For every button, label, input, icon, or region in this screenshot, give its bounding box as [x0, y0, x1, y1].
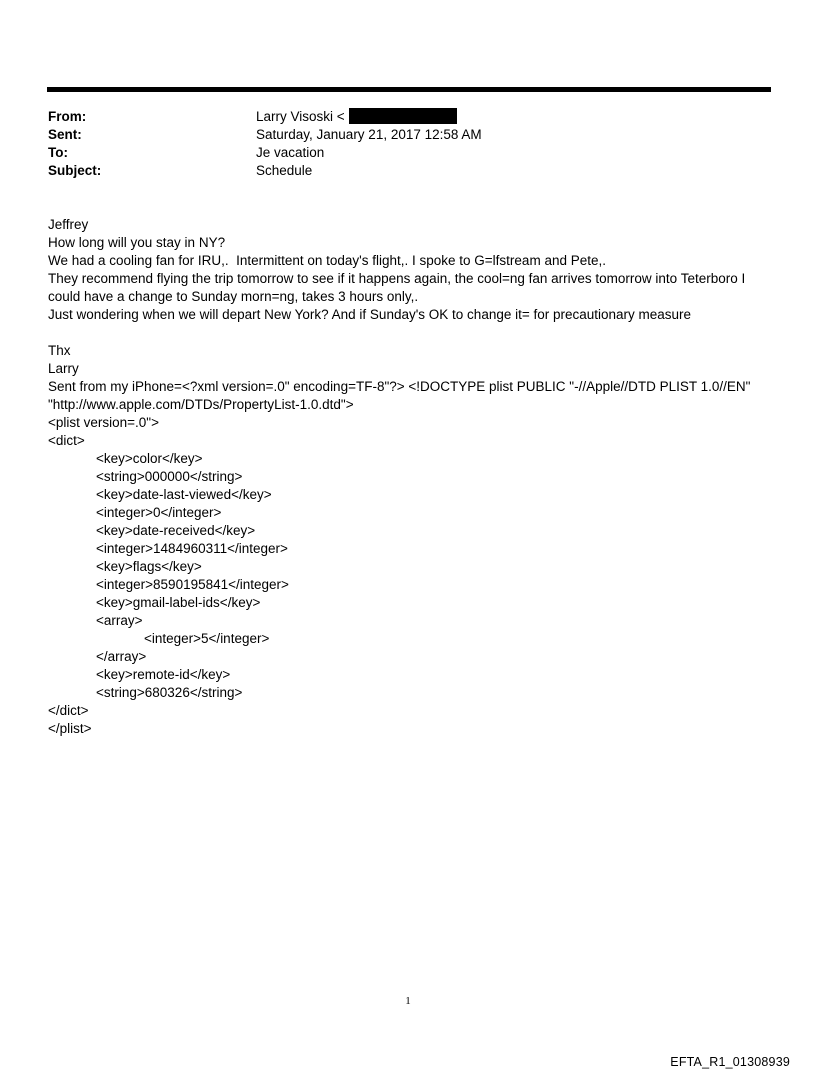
- thanks: Thx: [48, 343, 71, 358]
- document-id: EFTA_R1_01308939: [670, 1055, 790, 1069]
- plist-close: </plist>: [48, 721, 92, 736]
- from-value: [256, 108, 457, 126]
- header-rule: [47, 87, 771, 92]
- dict-close: </dict>: [48, 703, 89, 718]
- plist-key-line: <key>gmail-label-ids</key>: [96, 595, 261, 610]
- plist-key-line: <key>date-last-viewed</key>: [96, 487, 272, 502]
- greeting: Jeffrey: [48, 217, 89, 232]
- to-label: To:: [48, 145, 68, 160]
- to-value: Je vacation: [256, 145, 325, 160]
- plist-value-line: <integer>1484960311</integer>: [96, 541, 288, 556]
- plist-value-line: <string>680326</string>: [96, 685, 243, 700]
- plist-value-line: <integer>5</integer>: [144, 631, 270, 646]
- plist-key-line: <key>flags</key>: [96, 559, 202, 574]
- plist-value-line: <integer>8590195841</integer>: [96, 577, 289, 592]
- plist-key-line: <key>color</key>: [96, 451, 203, 466]
- body-line: We had a cooling fan for IRU,. Intermittent on today's flight,. I spoke to G=lfstream and Pete,.: [48, 253, 606, 268]
- body-line: They recommend flying the trip tomorrow to see if it happens again, the cool=ng fan arrives tomorrow into Teterboro I could have a change to Sunday morn=ng, takes 3 hours only,.: [48, 271, 746, 304]
- from-label: From:: [48, 109, 87, 124]
- plist-open: <plist version=.0">: [48, 415, 159, 430]
- page-number: 1: [405, 995, 411, 1007]
- spacer: [48, 324, 770, 342]
- sender-name: Larry Visoski <: [256, 109, 345, 124]
- plist-array-open: <array>: [96, 613, 143, 628]
- plist-value-line: <string>000000</string>: [96, 469, 243, 484]
- dict-open: <dict>: [48, 433, 85, 448]
- body-line: Just wondering when we will depart New York? And if Sunday's OK to change it= for precautionary measure: [48, 307, 692, 322]
- email-body: [48, 216, 770, 738]
- dtd-url-line: "http://www.apple.com/DTDs/PropertyList-1.0.dtd">: [48, 397, 354, 412]
- plist-key-line: <key>remote-id</key>: [96, 667, 231, 682]
- subject-label: Subject:: [48, 163, 102, 178]
- sent-value: Saturday, January 21, 2017 12:58 AM: [256, 127, 482, 142]
- plist-array-close: </array>: [96, 649, 147, 664]
- body-line: How long will you stay in NY?: [48, 235, 226, 250]
- redaction-box: [349, 108, 457, 124]
- sent-from-line: Sent from my iPhone=<?xml version=.0" encoding=TF-8"?> <!DOCTYPE plist PUBLIC "-//Apple//DTD PLIST 1.0//EN": [48, 379, 751, 394]
- plist-value-line: <integer>0</integer>: [96, 505, 222, 520]
- subject-value: Schedule: [256, 163, 313, 178]
- sent-label: Sent:: [48, 127, 82, 142]
- plist-key-line: <key>date-received</key>: [96, 523, 256, 538]
- signature: Larry: [48, 361, 79, 376]
